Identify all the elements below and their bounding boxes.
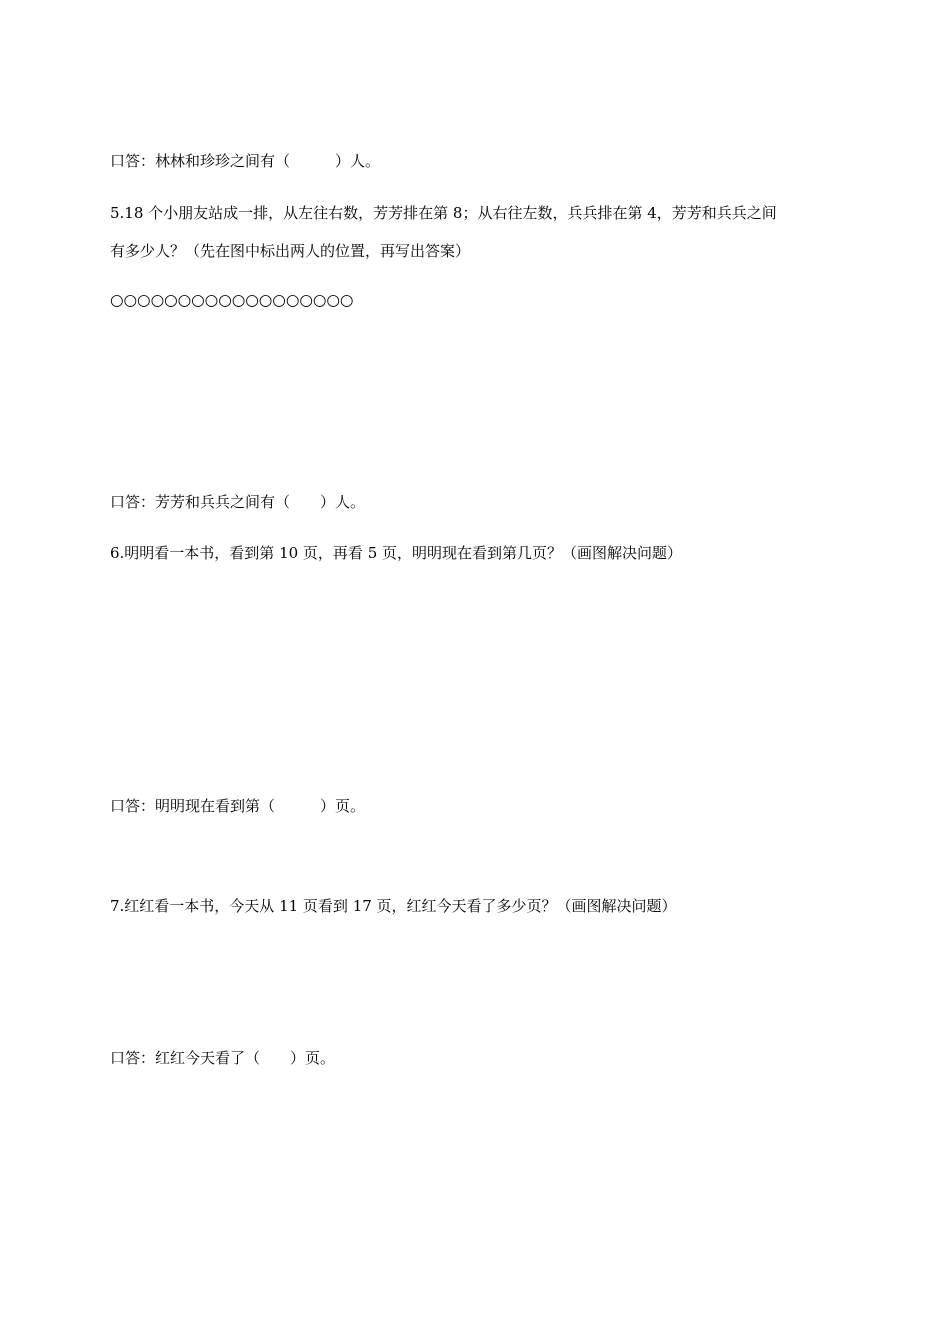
question-5-line-1: 5.18 个小朋友站成一排，从左往右数，芳芳排在第 8；从右往左数，兵兵排在第 4，芳芳和兵兵之间 — [110, 204, 777, 222]
answer-q6: 口答：明明现在看到第（ ）页。 — [110, 797, 366, 815]
answer-q7: 口答：红红今天看了（ ）页。 — [110, 1049, 336, 1067]
question-6: 6.明明看一本书，看到第 10 页，再看 5 页，明明现在看到第几页？（画图解决问题） — [110, 544, 683, 562]
answer-q5: 口答：芳芳和兵兵之间有（ ）人。 — [110, 493, 366, 511]
question-5-line-2: 有多少人？（先在图中标出两人的位置，再写出答案） — [110, 242, 471, 260]
children-circles-row: ○○○○○○○○○○○○○○○○○○ — [110, 291, 354, 309]
question-7: 7.红红看一本书，今天从 11 页看到 17 页，红红今天看了多少页？（画图解决问题） — [110, 897, 677, 915]
answer-q4: 口答：林林和珍珍之间有（ ）人。 — [110, 152, 381, 170]
